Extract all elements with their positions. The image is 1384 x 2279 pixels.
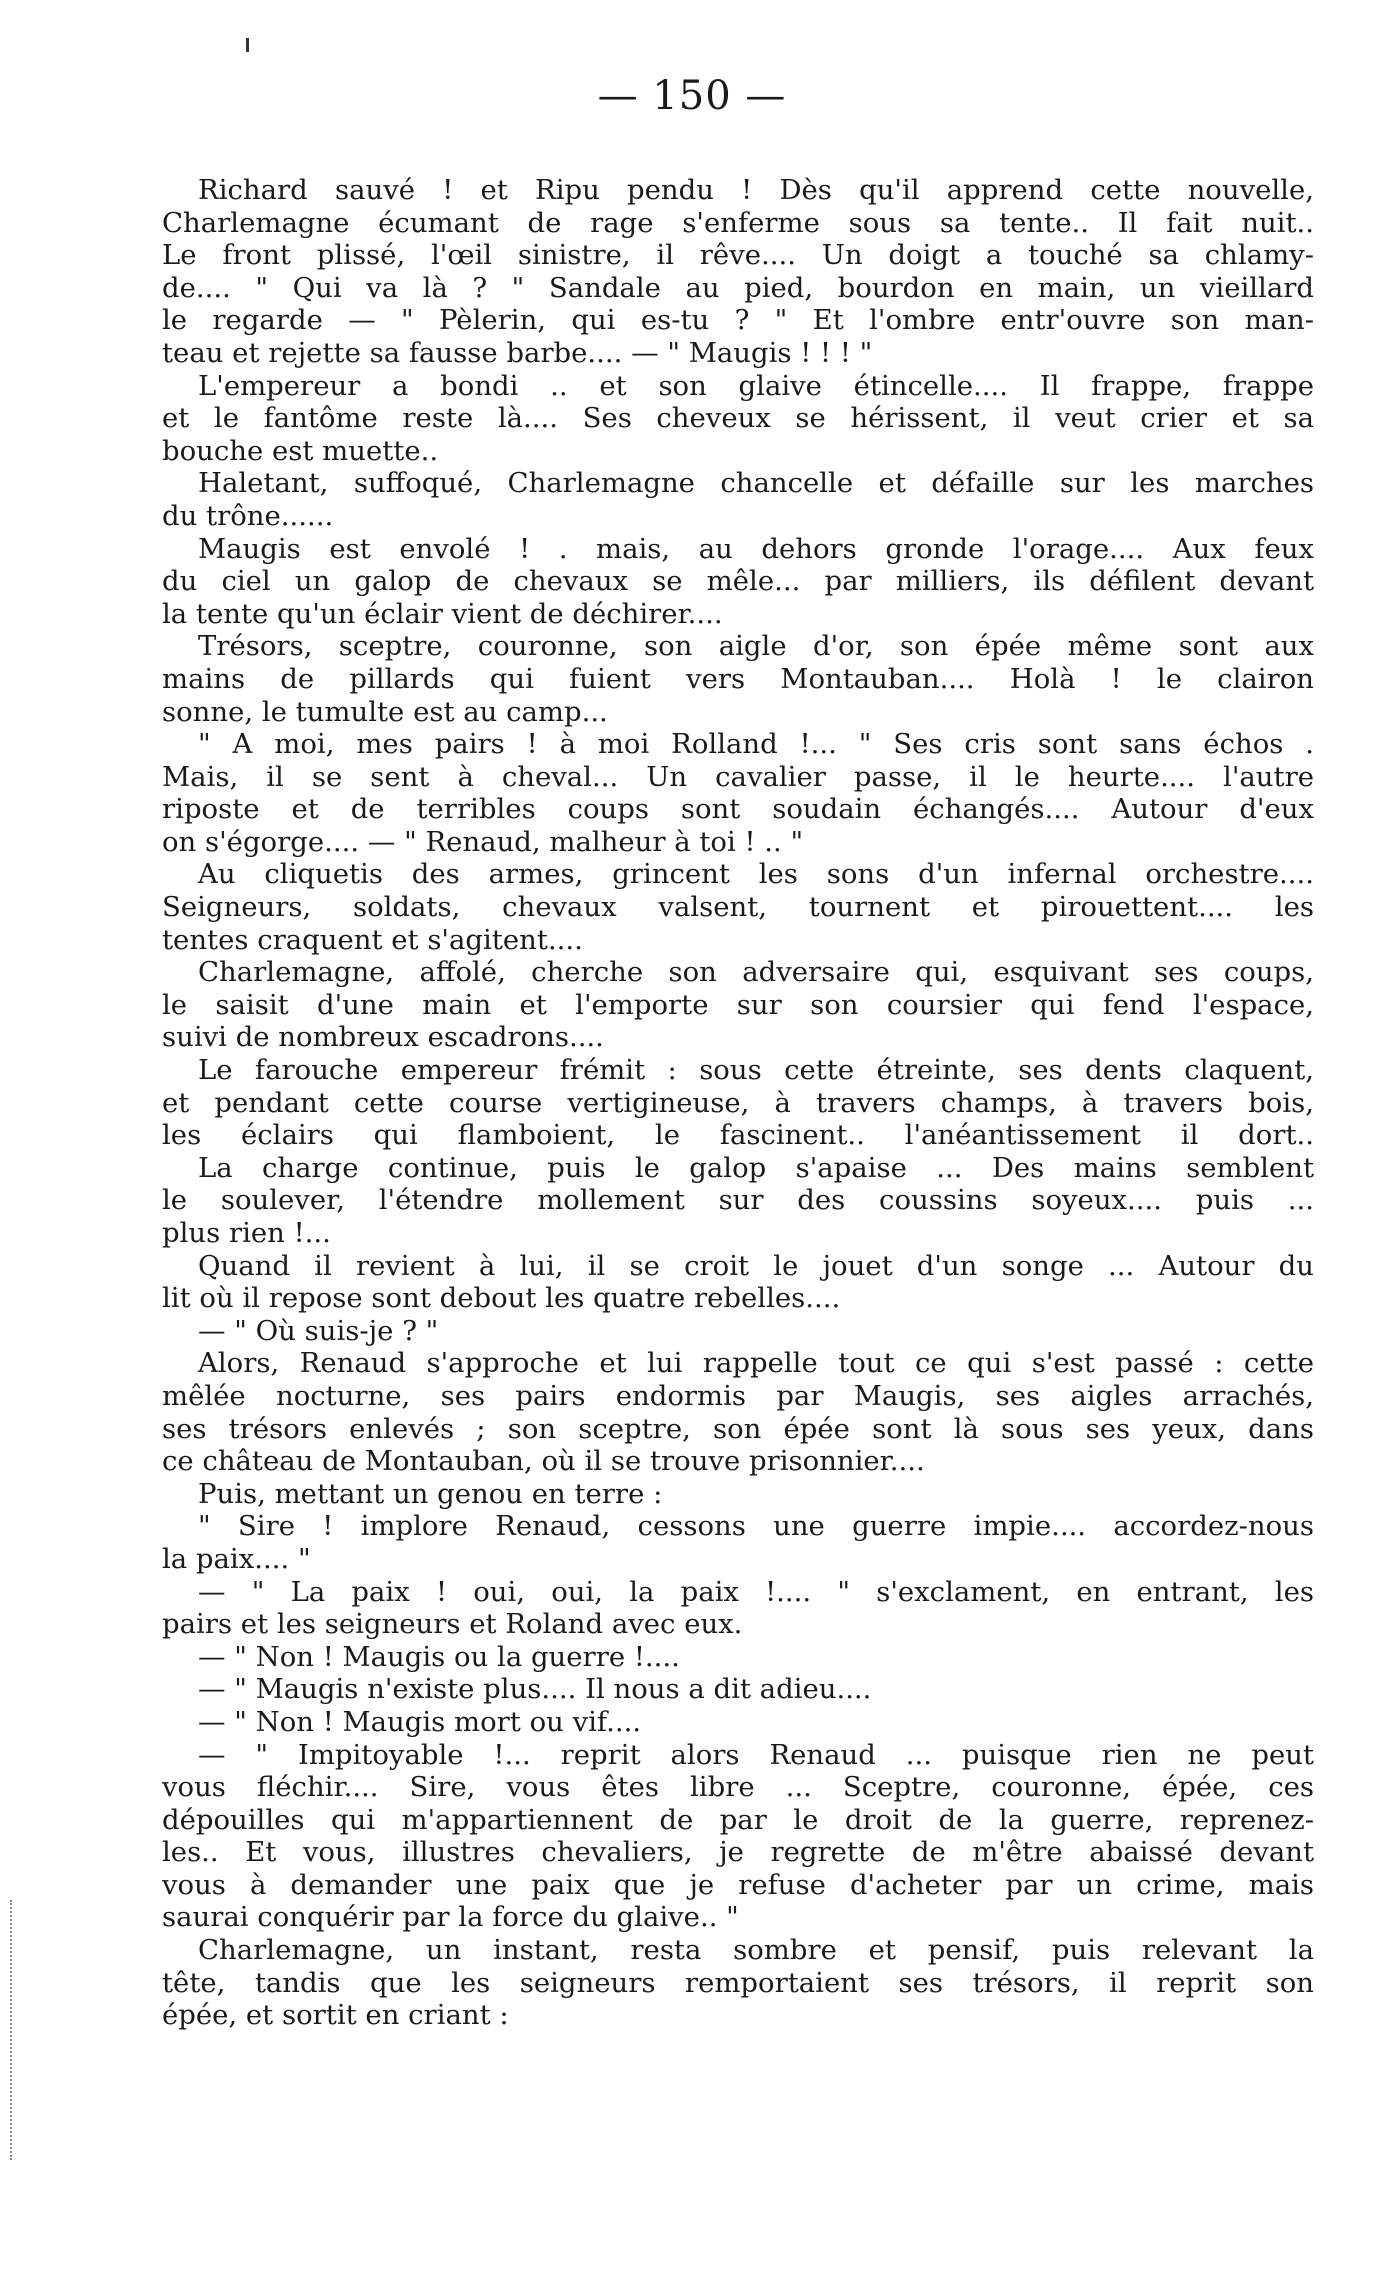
text-line: Mais, il se sent à cheval... Un cavalier passe, il le heurte.... l'autre xyxy=(162,760,1314,793)
text-line: et pendant cette course vertigineuse, à travers champs, à travers bois, xyxy=(162,1086,1314,1119)
text-line: saurai conquérir par la force du glaive.. " xyxy=(162,1901,739,1934)
text-line: dépouilles qui m'appartiennent de par le droit de la guerre, reprenez- xyxy=(162,1803,1314,1836)
text-line: ce château de Montauban, où il se trouve prisonnier.... xyxy=(162,1445,925,1478)
text-line: — " Impitoyable !... reprit alors Renaud ... puisque rien ne peut xyxy=(198,1738,1314,1771)
text-line: vous à demander une paix que je refuse d'acheter par un crime, mais xyxy=(162,1868,1314,1901)
text-line: — " Maugis n'existe plus.... Il nous a dit adieu.... xyxy=(198,1673,872,1706)
page-body-text xyxy=(162,174,1314,2032)
text-line: sonne, le tumulte est au camp... xyxy=(162,695,608,728)
text-line: mains de pillards qui fuient vers Montauban.... Holà ! le clairon xyxy=(162,662,1314,695)
text-line: " A moi, mes pairs ! à moi Rolland !... " Ses cris sont sans échos . xyxy=(198,728,1314,761)
text-line: " Sire ! implore Renaud, cessons une guerre impie.... accordez-nous xyxy=(198,1510,1314,1543)
text-line: et le fantôme reste là.... Ses cheveux se hérissent, il veut crier et sa xyxy=(162,402,1314,435)
text-line: bouche est muette.. xyxy=(162,434,439,467)
text-line: Charlemagne, affolé, cherche son adversaire qui, esquivant ses coups, xyxy=(198,956,1314,989)
text-line: du ciel un galop de chevaux se mêle... par milliers, ils défilent devant xyxy=(162,565,1314,598)
text-line: on s'égorge.... — " Renaud, malheur à toi ! .. " xyxy=(162,825,804,858)
text-line: le saisit d'une main et l'emporte sur son coursier qui fend l'espace, xyxy=(162,988,1314,1021)
text-line: teau et rejette sa fausse barbe.... — " Maugis ! ! ! " xyxy=(162,336,873,369)
text-line: les éclairs qui flamboient, le fascinent.. l'anéantissement il dort.. xyxy=(162,1119,1314,1152)
margin-speckle xyxy=(10,1900,14,2160)
text-line: La charge continue, puis le galop s'apaise ... Des mains semblent xyxy=(198,1151,1314,1184)
text-line: la paix.... " xyxy=(162,1542,311,1575)
text-line: plus rien !... xyxy=(162,1217,331,1249)
text-line: Puis, mettant un genou en terre : xyxy=(198,1477,663,1510)
text-line: mêlée nocturne, ses pairs endormis par Maugis, ses aigles arrachés, xyxy=(162,1379,1314,1412)
text-line: les.. Et vous, illustres chevaliers, je regrette de m'être abaissé devant xyxy=(162,1836,1314,1869)
text-line: Charlemagne, un instant, resta sombre et pensif, puis relevant la xyxy=(198,1934,1314,1967)
text-line: — " La paix ! oui, oui, la paix !.... " s'exclament, en entrant, les xyxy=(198,1575,1314,1608)
print-mark xyxy=(246,38,249,52)
text-line: Le farouche empereur frémit : sous cette étreinte, ses dents claquent, xyxy=(198,1054,1314,1087)
text-line: le regarde — " Pèlerin, qui es-tu ? " Et l'ombre entr'ouvre son man- xyxy=(162,304,1314,337)
text-line: de.... " Qui va là ? " Sandale au pied, bourdon en main, un vieillard xyxy=(162,271,1314,304)
text-line: — " Non ! Maugis mort ou vif.... xyxy=(198,1705,642,1738)
text-line: suivi de nombreux escadrons.... xyxy=(162,1021,604,1054)
text-line: Quand il revient à lui, il se croit le jouet d'un songe ... Autour du xyxy=(198,1249,1314,1282)
text-line: la tente qu'un éclair vient de déchirer.... xyxy=(162,597,723,630)
text-line: Haletant, suffoqué, Charlemagne chancelle et défaille sur les marches xyxy=(198,467,1314,500)
text-line: Seigneurs, soldats, chevaux valsent, tournent et pirouettent.... les xyxy=(162,891,1314,924)
text-line: — " Non ! Maugis ou la guerre !.... xyxy=(198,1640,680,1673)
text-line: tentes craquent et s'agitent.... xyxy=(162,923,583,956)
text-line: lit où il repose sont debout les quatre rebelles.... xyxy=(162,1282,841,1315)
text-line: épée, et sortit en criant : xyxy=(162,1999,509,2032)
text-line: L'empereur a bondi .. et son glaive étincelle.... Il frappe, frappe xyxy=(198,369,1314,402)
text-line: du trône...... xyxy=(162,499,334,532)
text-line: Au cliquetis des armes, grincent les sons d'un infernal orchestre.... xyxy=(198,858,1314,891)
text-line: Charlemagne écumant de rage s'enferme sous sa tente.. Il fait nuit.. xyxy=(162,206,1314,239)
page-number: — 150 — xyxy=(597,73,787,119)
text-line: le soulever, l'étendre mollement sur des coussins soyeux.... puis ... xyxy=(162,1184,1314,1217)
text-line: Maugis est envolé ! . mais, au dehors gronde l'orage.... Aux feux xyxy=(198,532,1314,565)
text-line: pairs et les seigneurs et Roland avec eux. xyxy=(162,1608,743,1641)
text-line: — " Où suis-je ? " xyxy=(198,1314,439,1347)
text-line: Le front plissé, l'œil sinistre, il rêve.... Un doigt a touché sa chlamy- xyxy=(162,239,1314,272)
text-line: vous fléchir.... Sire, vous êtes libre ... Sceptre, couronne, épée, ces xyxy=(162,1771,1314,1804)
text-line: Trésors, sceptre, couronne, son aigle d'or, son épée même sont aux xyxy=(198,630,1314,663)
text-line: ses trésors enlevés ; son sceptre, son épée sont là sous ses yeux, dans xyxy=(162,1412,1314,1445)
text-line: Richard sauvé ! et Ripu pendu ! Dès qu'il apprend cette nouvelle, xyxy=(198,174,1314,206)
text-line: tête, tandis que les seigneurs remportaient ses trésors, il reprit son xyxy=(162,1966,1314,1999)
text-line: Alors, Renaud s'approche et lui rappelle tout ce qui s'est passé : cette xyxy=(198,1347,1314,1380)
text-line: riposte et de terribles coups sont soudain échangés.... Autour d'eux xyxy=(162,793,1314,826)
